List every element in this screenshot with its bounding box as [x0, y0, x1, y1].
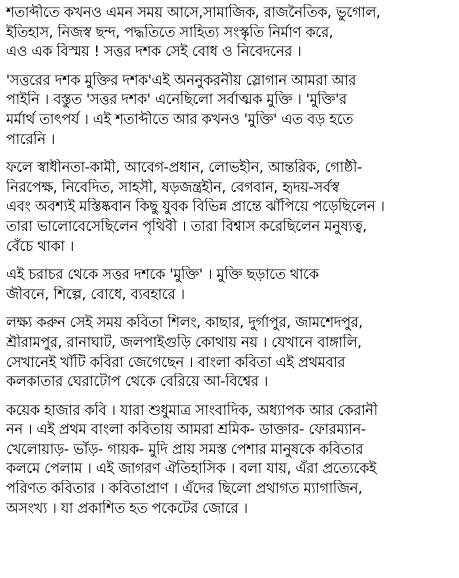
text-line: কলকাতার ঘেরাটোপ থেকে বেরিয়ে আ-বিশ্বের । — [6, 374, 268, 391]
paragraph-4 — [6, 266, 453, 305]
text-line: ইতিহাস, নিজস্ব ছন্দ, পদ্ধতিতে সাহিত্য সংস্কৃতি নির্মাণ করে, — [6, 24, 334, 41]
paragraph-1 — [6, 4, 453, 63]
text-line: শতাব্দীতে কখনও এমন সময় আসে,সামাজিক, রাজনৈতিক, ভুগোল, — [6, 5, 381, 21]
text-line: সেখানেই খাঁটি কবিরা জেগেছেন । বাংলা কবিতা এই প্রথমবার — [6, 354, 346, 371]
paragraph-6 — [6, 402, 453, 520]
text-line: এও এক বিস্ময় ! সত্তর দশক সেই বোধ ও নিবেদনের । — [6, 44, 302, 61]
text-line: নিরপেক্ষ, নিবেদিত, সাহসী, ষড়জন্ত্রহীন, বেগবান, হৃদয়-সর্বস্ব — [6, 179, 340, 196]
text-line: বেঁচে থাকা । — [6, 238, 74, 255]
text-line: মর্মার্থ তাৎপর্য । এই শতাব্দীতে আর কখনও 'মুক্তি' এত বড় হতে — [6, 111, 354, 128]
text-line: কলমে পেলাম । এই জাগরণ ঐতিহাসিক । বলা যায়, এঁরা প্রত্যেকেই — [6, 461, 377, 478]
text-line: নন । এই প্রথম বাংলা কবিতায় আমরা শ্রমিক- ডাক্তার- ফোরম্যান- — [6, 422, 366, 439]
text-line: ফলে স্বাধীনতা-কামী, আবেগ-প্রধান, লোভহীন, আন্তরিক, গোষ্ঠী- — [6, 160, 363, 177]
text-line: পারেনি । — [6, 131, 55, 148]
text-line: 'সত্তরের দশক মুক্তির দশক'এই অননুকরনীয় স্লোগান আমরা আর — [6, 72, 356, 89]
paragraph-2 — [6, 72, 453, 150]
text-line: তারা ভালোবেসেছিলেন পৃথিবী । তারা বিশ্বাস করেছিলেন মনুষ্যত্ব, — [6, 218, 367, 235]
text-line: অসংখ্য । যা প্রকাশিত হত পকেটের জোরে । — [6, 500, 248, 517]
text-line: পাইনি । বস্তুত 'সত্তর দশক' এনেছিলো সর্বাত্মক মুক্তি । 'মুক্তি'র — [6, 92, 347, 109]
text-line: শ্রীরামপুর, রানাঘাট, জলপাইগুড়ি কোথায় নয় । যেখানে বাঙ্গালি, — [6, 334, 362, 351]
paragraph-5 — [6, 314, 453, 392]
paragraph-3 — [6, 159, 453, 257]
text-line: কয়েক হাজার কবি । যারা শুধুমাত্র সাংবাদিক, অধ্যাপক আর কেরানী — [6, 402, 378, 419]
text-line: খেলোয়াড়- ভাঁড়- গায়ক- মুদি প্রায় সমস্ত পেশার মানুষকে কবিতার — [6, 441, 364, 458]
text-line: এই চরাচর থেকে সত্তর দশকে 'মুক্তি' । মুক্তি ছড়াতে থাকে — [6, 267, 319, 284]
text-line: জীবনে, শিল্পে, বোধে, ব্যবহারে । — [6, 286, 185, 303]
text-line: পরিণত কবিতার । কবিতাপ্রাণ । এঁদের ছিলো প্রথাগত ম্যাগাজিন, — [6, 481, 363, 498]
text-line: এবং অবশ্যই মস্তিষ্কবান কিছু যুবক বিভিন্ন প্রান্তে ঝাঁপিয়ে পড়েছিলেন । — [6, 199, 385, 216]
text-line: লক্ষ্য করুন সেই সময় কবিতা শিলং, কাছার, দুর্গাপুর, জামশেদপুর, — [6, 315, 363, 332]
